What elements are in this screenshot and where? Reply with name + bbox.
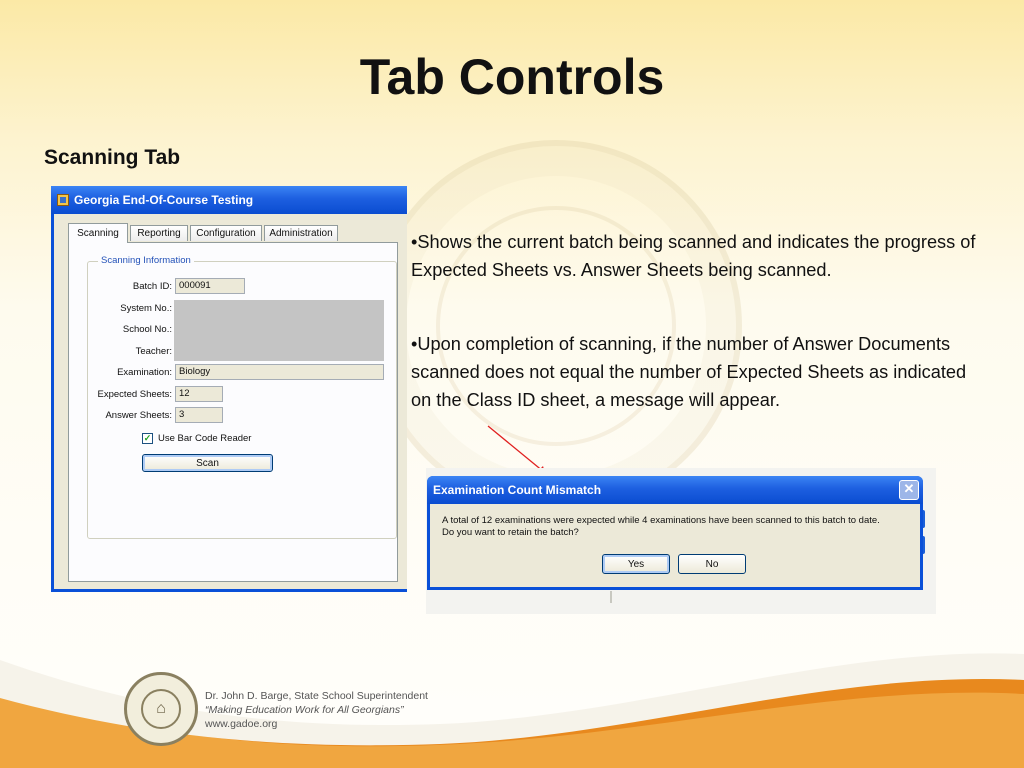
batch-id-label: Batch ID: [132, 281, 172, 292]
group-title: Scanning Information [98, 255, 194, 266]
expected-sheets-field[interactable]: 12 [175, 386, 223, 402]
batch-id-field[interactable]: 000091 [175, 278, 245, 294]
capitol-icon: ⌂ [141, 689, 181, 729]
tab-administration[interactable]: Administration [264, 225, 338, 241]
expected-sheets-label: Expected Sheets: [97, 389, 172, 400]
no-button[interactable]: No [678, 554, 746, 574]
answer-sheets-field[interactable]: 3 [175, 407, 223, 423]
slide-subtitle: Scanning Tab [44, 146, 181, 169]
app-window-title: Georgia End-Of-Course Testing [74, 193, 254, 207]
bar-code-reader-checkbox[interactable]: ✓ [143, 433, 152, 443]
dialog-body [430, 504, 920, 587]
dialog-title: Examination Count Mismatch [433, 483, 602, 497]
dialog-message [442, 515, 880, 539]
footer-superintendent: Dr. John D. Barge, State School Superintendent [205, 690, 428, 702]
background-window-edge [610, 591, 612, 603]
department-seal [124, 672, 198, 746]
mismatch-dialog [427, 476, 923, 590]
bullet-2: •Upon completion of scanning, if the number of Answer Documents scanned does not equal the number of Expected Sheets as indicated on the Class ID sheet, a message will appear. [411, 334, 967, 410]
examination-field[interactable]: Biology [175, 364, 384, 380]
scanning-information-group [87, 255, 397, 539]
slide-title: Tab Controls [359, 49, 665, 105]
footer-motto: “Making Education Work for All Georgians” [205, 704, 404, 716]
teacher-label: Teacher: [135, 346, 172, 357]
tab-scanning[interactable]: Scanning [68, 223, 128, 243]
close-icon[interactable]: ✕ [899, 480, 919, 500]
bullet-1: •Shows the current batch being scanned and indicates the progress of Expected Sheets vs. Answer Sheets being scanned. [411, 232, 976, 280]
answer-sheets-label: Answer Sheets: [105, 410, 172, 421]
tab-configuration[interactable]: Configuration [190, 225, 262, 241]
system-no-label: System No.: [120, 303, 172, 314]
app-icon [57, 194, 69, 206]
scan-button[interactable]: Scan [142, 454, 273, 472]
app-window [51, 186, 407, 592]
yes-button[interactable]: Yes [602, 554, 670, 574]
bar-code-reader-label: Use Bar Code Reader [158, 433, 252, 444]
tab-reporting[interactable]: Reporting [130, 225, 188, 241]
footer-website[interactable]: www.gadoe.org [205, 718, 278, 730]
school-no-label: School No.: [122, 324, 172, 335]
dialog-message-line-1: A total of 12 examinations were expected while 4 examinations have been scanned to this batch to date. [442, 515, 880, 526]
examination-label: Examination: [117, 367, 172, 378]
dialog-message-line-2: Do you want to retain the batch? [442, 527, 579, 538]
app-window-body [54, 214, 407, 589]
dialog-screenshot [426, 468, 936, 614]
app-window-titlebar[interactable] [51, 186, 407, 214]
scanning-tab-page [68, 242, 398, 582]
redacted-fields [174, 300, 384, 361]
dialog-titlebar[interactable] [427, 476, 923, 504]
